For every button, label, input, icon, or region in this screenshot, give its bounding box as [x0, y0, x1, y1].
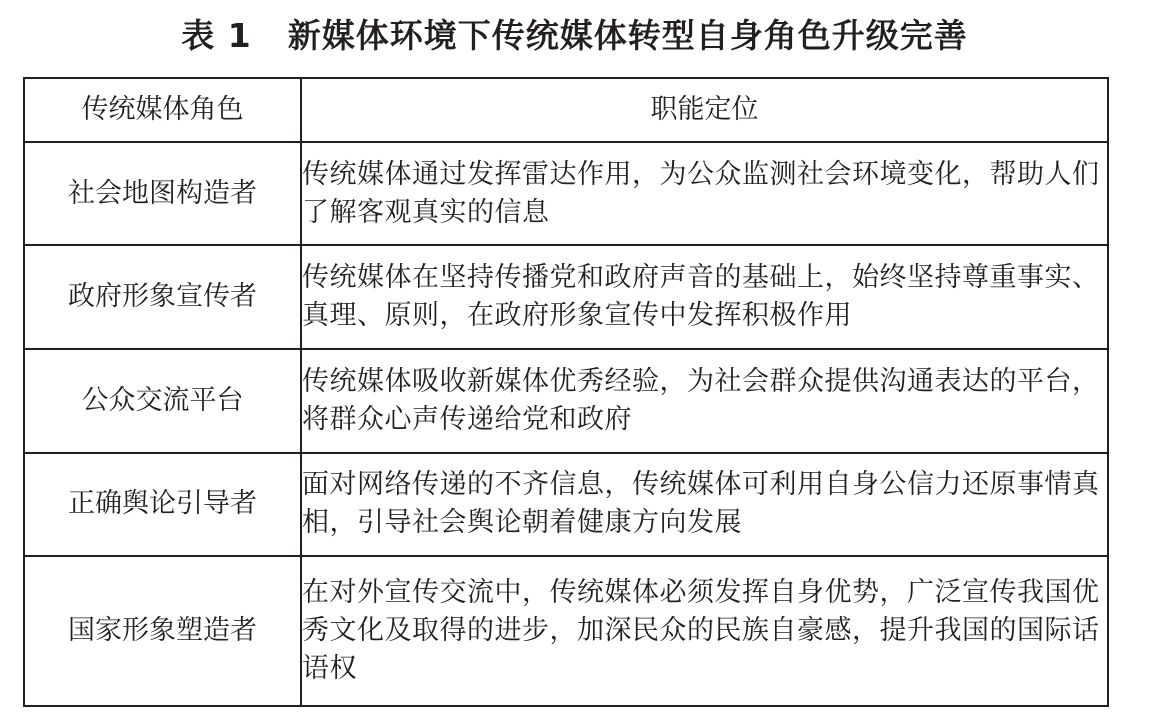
header-role: 传统媒体角色: [24, 78, 301, 142]
header-function: 职能定位: [301, 78, 1108, 142]
role-cell: 公众交流平台: [24, 349, 301, 452]
role-cell: 政府形象宣传者: [24, 245, 301, 349]
function-cell: 传统媒体通过发挥雷达作用，为公众监测社会环境变化，帮助人们了解客观真实的信息: [301, 142, 1108, 245]
role-cell: 正确舆论引导者: [24, 453, 301, 556]
table-number: 表 1: [181, 16, 252, 55]
table-title: 新媒体环境下传统媒体转型自身角色升级完善: [287, 16, 968, 55]
function-cell: 传统媒体吸收新媒体优秀经验，为社会群众提供沟通表达的平台，将群众心声传递给党和政府: [301, 349, 1108, 452]
table-row: [24, 245, 1108, 349]
table-row: [24, 556, 1108, 706]
role-cell: 国家形象塑造者: [24, 556, 301, 706]
table-row: [24, 349, 1108, 452]
role-cell: 社会地图构造者: [24, 142, 301, 245]
table-caption: [0, 14, 1149, 58]
roles-table: [23, 77, 1109, 707]
function-cell: 传统媒体在坚持传播党和政府声音的基础上，始终坚持尊重事实、真理、原则，在政府形象宣传中发挥积极作用: [301, 245, 1108, 349]
function-cell: 在对外宣传交流中，传统媒体必须发挥自身优势，广泛宣传我国优秀文化及取得的进步，加深民众的民族自豪感，提升我国的国际话语权: [301, 556, 1108, 706]
table-row: [24, 453, 1108, 556]
function-cell: 面对网络传递的不齐信息，传统媒体可利用自身公信力还原事情真相，引导社会舆论朝着健康方向发展: [301, 453, 1108, 556]
table-row: [24, 142, 1108, 245]
table-header-row: [24, 78, 1108, 142]
